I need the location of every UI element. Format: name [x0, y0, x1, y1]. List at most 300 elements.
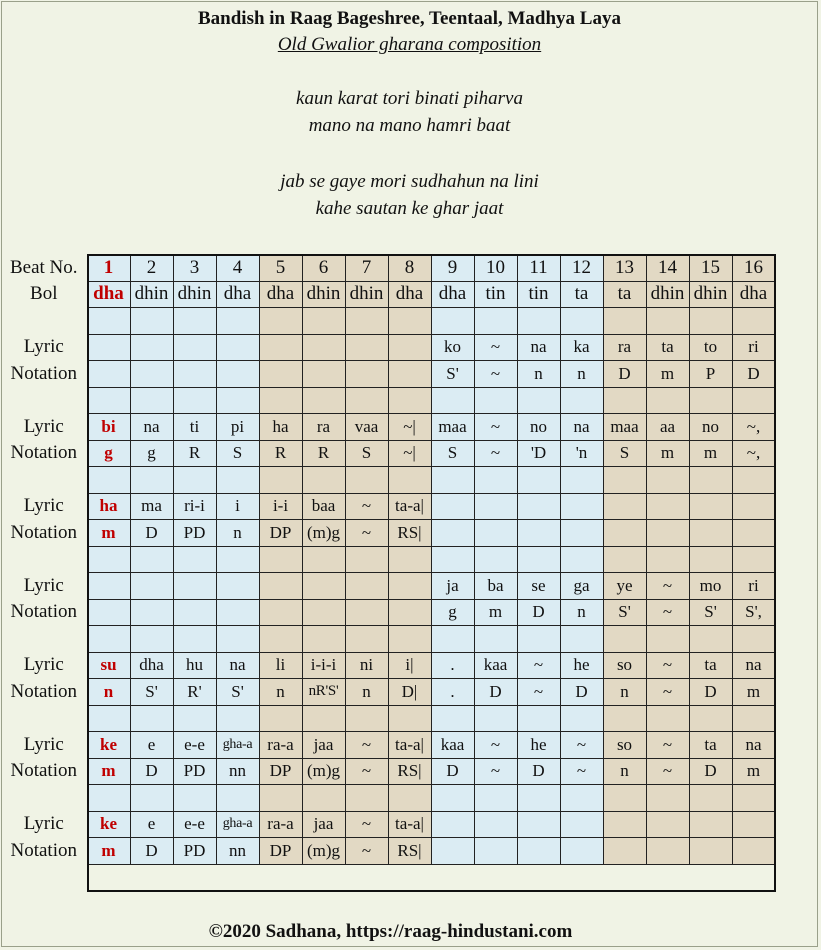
table-cell: 12: [560, 255, 603, 282]
table-cell: su: [87, 652, 130, 679]
table-cell: .: [431, 679, 474, 706]
notation-row-label: Notation: [10, 760, 77, 782]
table-cell: tin: [474, 281, 517, 308]
table-cell: hu: [173, 652, 216, 679]
table-cell: [216, 467, 259, 494]
table-cell: [560, 520, 603, 547]
notation-row-label: Notation: [10, 839, 77, 861]
table-cell: ka: [560, 334, 603, 361]
table-cell: ni: [345, 652, 388, 679]
table-cell: [732, 705, 775, 732]
table-cell: [302, 573, 345, 600]
table-cell: [603, 467, 646, 494]
table-cell: m: [87, 520, 130, 547]
table-cell: [216, 308, 259, 335]
table-cell: [474, 785, 517, 812]
table-cell: ~: [474, 334, 517, 361]
table-cell: mo: [689, 573, 732, 600]
table-cell: [431, 838, 474, 865]
table-cell: no: [517, 414, 560, 441]
table-cell: [216, 573, 259, 600]
table-cell: S: [431, 440, 474, 467]
table-cell: [302, 705, 345, 732]
table-cell: g: [130, 440, 173, 467]
table-cell: li: [259, 652, 302, 679]
table-cell: D: [517, 758, 560, 785]
table-cell: maa: [603, 414, 646, 441]
table-cell: [87, 387, 130, 414]
table-cell: S: [216, 440, 259, 467]
table-cell: R: [259, 440, 302, 467]
table-cell: [431, 785, 474, 812]
table-cell: ~: [517, 652, 560, 679]
table-cell: P: [689, 361, 732, 388]
table-cell: D: [431, 758, 474, 785]
table-cell: 'D: [517, 440, 560, 467]
table-cell: ~: [646, 599, 689, 626]
lyric-row: [1, 573, 775, 600]
table-cell: i: [216, 493, 259, 520]
table-cell: [560, 838, 603, 865]
table-cell: [345, 599, 388, 626]
table-cell: [689, 705, 732, 732]
table-cell: [345, 785, 388, 812]
verse-line: jab se gaye mori sudhahun na lini: [280, 171, 539, 192]
notation-row: [1, 838, 775, 865]
table-cell: [689, 387, 732, 414]
table-cell: [259, 361, 302, 388]
table-cell: na: [130, 414, 173, 441]
table-cell: D: [517, 599, 560, 626]
table-cell: [216, 785, 259, 812]
table-cell: S': [216, 679, 259, 706]
table-cell: [130, 573, 173, 600]
table-cell: ke: [87, 811, 130, 838]
table-cell: ra: [603, 334, 646, 361]
table-cell: dhin: [689, 281, 732, 308]
table-cell: [388, 546, 431, 573]
verse-line: kaun karat tori binati piharva: [296, 88, 523, 109]
table-cell: [130, 387, 173, 414]
table-cell: [173, 361, 216, 388]
table-cell: so: [603, 652, 646, 679]
lyric-row: [1, 652, 775, 679]
table-cell: ta-a|: [388, 493, 431, 520]
table-cell: [474, 811, 517, 838]
table-cell: ja: [431, 573, 474, 600]
table-cell: [345, 308, 388, 335]
table-cell: [517, 493, 560, 520]
table-cell: (m)g: [302, 758, 345, 785]
table-cell: [689, 626, 732, 653]
table-cell: ~: [345, 838, 388, 865]
table-cell: [517, 626, 560, 653]
table-cell: vaa: [345, 414, 388, 441]
table-cell: na: [216, 652, 259, 679]
spacer-row-label: [1, 467, 87, 494]
table-cell: [603, 705, 646, 732]
lyric-row: [1, 334, 775, 361]
table-cell: ma: [130, 493, 173, 520]
table-cell: [216, 626, 259, 653]
table-cell: D: [130, 838, 173, 865]
table-cell: 3: [173, 255, 216, 282]
table-cell: ha: [259, 414, 302, 441]
table-cell: m: [732, 758, 775, 785]
table-cell: [603, 308, 646, 335]
table-cell: kaa: [474, 652, 517, 679]
table-cell: [259, 308, 302, 335]
table-cell: ~: [474, 414, 517, 441]
table-cell: [216, 334, 259, 361]
beat-row-label: Beat No.: [9, 256, 78, 278]
table-cell: [646, 705, 689, 732]
table-cell: [345, 467, 388, 494]
table-cell: [87, 626, 130, 653]
table-cell: [560, 387, 603, 414]
table-cell: i|: [388, 652, 431, 679]
table-cell: n: [87, 679, 130, 706]
table-cell: 11: [517, 255, 560, 282]
table-cell: [474, 838, 517, 865]
spacer-row: [1, 387, 775, 414]
table-cell: dha: [216, 281, 259, 308]
table-cell: nR'S': [302, 679, 345, 706]
table-cell: [732, 811, 775, 838]
lyric-row: [1, 811, 775, 838]
page-title: Bandish in Raag Bageshree, Teentaal, Madhya Laya: [197, 8, 621, 29]
table-cell: e: [130, 732, 173, 759]
table-cell: n: [517, 361, 560, 388]
table-cell: [646, 546, 689, 573]
lyric-row: [1, 493, 775, 520]
table-cell: 9: [431, 255, 474, 282]
table-cell: dhin: [646, 281, 689, 308]
table-cell: [732, 838, 775, 865]
table-cell: [345, 334, 388, 361]
spacer-row: [1, 546, 775, 573]
verse-line: kahe sautan ke ghar jaat: [315, 198, 504, 219]
table-cell: [603, 811, 646, 838]
table-cell: [646, 520, 689, 547]
table-cell: [302, 599, 345, 626]
table-cell: [474, 626, 517, 653]
table-cell: [517, 838, 560, 865]
table-cell: [302, 785, 345, 812]
table-cell: [560, 467, 603, 494]
table-cell: na: [732, 732, 775, 759]
table-cell: dha: [388, 281, 431, 308]
table-cell: [87, 334, 130, 361]
table-cell: [130, 308, 173, 335]
beat-row: [1, 255, 775, 282]
table-cell: maa: [431, 414, 474, 441]
table-cell: [689, 785, 732, 812]
table-cell: [603, 387, 646, 414]
table-cell: [646, 626, 689, 653]
table-cell: [302, 626, 345, 653]
lyric-row-label: Lyric: [23, 415, 64, 437]
table-cell: [345, 573, 388, 600]
lyric-row-label: Lyric: [23, 654, 64, 676]
table-cell: ~: [646, 758, 689, 785]
table-cell: 7: [345, 255, 388, 282]
table-cell: [130, 467, 173, 494]
table-cell: D: [474, 679, 517, 706]
table-cell: [646, 308, 689, 335]
table-cell: [517, 785, 560, 812]
table-cell: [646, 467, 689, 494]
table-cell: 2: [130, 255, 173, 282]
notation-row-label: Notation: [10, 521, 77, 543]
table-cell: [302, 387, 345, 414]
table-cell: [603, 546, 646, 573]
table-cell: no: [689, 414, 732, 441]
table-cell: g: [431, 599, 474, 626]
table-cell: dha: [259, 281, 302, 308]
table-cell: [431, 626, 474, 653]
table-cell: ~: [517, 679, 560, 706]
table-cell: [173, 467, 216, 494]
table-cell: ta-a|: [388, 811, 431, 838]
table-cell: [474, 308, 517, 335]
table-cell: [517, 705, 560, 732]
table-cell: [345, 387, 388, 414]
table-cell: g: [87, 440, 130, 467]
table-cell: kaa: [431, 732, 474, 759]
table-cell: [646, 838, 689, 865]
lyric-row-label: Lyric: [23, 336, 64, 358]
notation-row-label: Notation: [10, 680, 77, 702]
table-cell: [345, 705, 388, 732]
table-cell: baa: [302, 493, 345, 520]
table-cell: [431, 811, 474, 838]
lyric-row: [1, 732, 775, 759]
table-cell: ~: [646, 732, 689, 759]
table-cell: ~: [474, 361, 517, 388]
lyric-row-label: Lyric: [23, 574, 64, 596]
table-cell: [431, 546, 474, 573]
table-cell: [732, 520, 775, 547]
table-cell: [646, 811, 689, 838]
table-cell: [689, 546, 732, 573]
table-cell: [87, 308, 130, 335]
table-cell: [259, 387, 302, 414]
table-cell: i-i-i: [302, 652, 345, 679]
table-cell: [302, 334, 345, 361]
table-cell: PD: [173, 838, 216, 865]
table-cell: [603, 785, 646, 812]
table-cell: gha-a: [216, 811, 259, 838]
table-cell: [259, 785, 302, 812]
table-cell: [474, 546, 517, 573]
table-cell: ti: [173, 414, 216, 441]
table-cell: nn: [216, 838, 259, 865]
table-cell: [388, 785, 431, 812]
table-cell: [560, 493, 603, 520]
notation-row: [1, 440, 775, 467]
table-cell: [388, 626, 431, 653]
table-cell: [173, 308, 216, 335]
table-cell: RS|: [388, 758, 431, 785]
table-cell: [130, 546, 173, 573]
table-cell: [732, 308, 775, 335]
table-cell: so: [603, 732, 646, 759]
table-cell: ~: [474, 440, 517, 467]
table-cell: DP: [259, 520, 302, 547]
table-cell: [388, 334, 431, 361]
table-cell: ~: [474, 732, 517, 759]
table-cell: [173, 546, 216, 573]
table-cell: jaa: [302, 732, 345, 759]
table-cell: [216, 599, 259, 626]
table-cell: se: [517, 573, 560, 600]
table-cell: n: [560, 361, 603, 388]
table-cell: D: [689, 679, 732, 706]
table-cell: ~,: [732, 440, 775, 467]
table-cell: [603, 626, 646, 653]
table-cell: RS|: [388, 838, 431, 865]
table-cell: ~|: [388, 414, 431, 441]
table-cell: ra-a: [259, 732, 302, 759]
table-cell: PD: [173, 758, 216, 785]
table-cell: [173, 705, 216, 732]
table-cell: [87, 785, 130, 812]
table-cell: [689, 467, 732, 494]
spacer-row: [1, 626, 775, 653]
table-cell: [732, 467, 775, 494]
table-cell: [216, 361, 259, 388]
table-cell: m: [87, 838, 130, 865]
table-cell: [388, 467, 431, 494]
table-cell: R: [173, 440, 216, 467]
table-cell: he: [517, 732, 560, 759]
table-cell: ta: [689, 732, 732, 759]
table-cell: n: [259, 679, 302, 706]
table-cell: ye: [603, 573, 646, 600]
table-cell: [474, 387, 517, 414]
table-cell: n: [560, 599, 603, 626]
table-cell: ~|: [388, 440, 431, 467]
table-cell: ke: [87, 732, 130, 759]
table-cell: i-i: [259, 493, 302, 520]
table-cell: [431, 387, 474, 414]
lyric-row: [1, 414, 775, 441]
table-cell: ba: [474, 573, 517, 600]
table-cell: S: [603, 440, 646, 467]
table-cell: ~: [474, 758, 517, 785]
table-cell: [689, 838, 732, 865]
table-cell: S': [603, 599, 646, 626]
table-cell: D: [130, 758, 173, 785]
table-cell: [130, 705, 173, 732]
notation-row-label: Notation: [10, 601, 77, 623]
table-cell: [517, 387, 560, 414]
table-cell: S': [689, 599, 732, 626]
table-cell: ~: [560, 732, 603, 759]
table-cell: R': [173, 679, 216, 706]
table-cell: (m)g: [302, 838, 345, 865]
bol-row: [1, 281, 775, 308]
table-cell: [474, 520, 517, 547]
spacer-row-label: [1, 546, 87, 573]
table-cell: [87, 361, 130, 388]
table-cell: [173, 599, 216, 626]
table-cell: [603, 520, 646, 547]
table-cell: he: [560, 652, 603, 679]
table-cell: [517, 546, 560, 573]
table-cell: [560, 308, 603, 335]
table-cell: ~: [345, 493, 388, 520]
table-cell: [603, 838, 646, 865]
table-cell: 14: [646, 255, 689, 282]
table-cell: dhin: [302, 281, 345, 308]
table-cell: ta: [603, 281, 646, 308]
table-cell: [732, 493, 775, 520]
table-cell: na: [560, 414, 603, 441]
table-cell: dha: [732, 281, 775, 308]
table-cell: ~: [646, 679, 689, 706]
table-cell: ri: [732, 334, 775, 361]
table-cell: D: [689, 758, 732, 785]
spacer-row: [1, 705, 775, 732]
table-cell: ~: [345, 520, 388, 547]
table-cell: [431, 520, 474, 547]
table-cell: [130, 785, 173, 812]
table-cell: S',: [732, 599, 775, 626]
table-cell: e-e: [173, 811, 216, 838]
table-cell: [259, 599, 302, 626]
table-cell: [345, 546, 388, 573]
notation-row-label: Notation: [10, 442, 77, 464]
table-cell: e: [130, 811, 173, 838]
table-cell: [646, 785, 689, 812]
table-cell: aa: [646, 414, 689, 441]
table-cell: ra: [302, 414, 345, 441]
spacer-row: [1, 467, 775, 494]
table-cell: [689, 493, 732, 520]
table-cell: ko: [431, 334, 474, 361]
table-cell: [130, 334, 173, 361]
table-cell: ta: [560, 281, 603, 308]
table-cell: [87, 705, 130, 732]
table-cell: ~: [560, 758, 603, 785]
verse-line: mano na mano hamri baat: [308, 115, 511, 136]
table-cell: m: [689, 440, 732, 467]
notation-row: [1, 758, 775, 785]
table-cell: D|: [388, 679, 431, 706]
notation-row: [1, 599, 775, 626]
spacer-row-label: [1, 626, 87, 653]
table-cell: [431, 493, 474, 520]
notation-row: [1, 520, 775, 547]
table-cell: 10: [474, 255, 517, 282]
table-cell: [302, 546, 345, 573]
copyright-footer: ©2020 Sadhana, https://raag-hindustani.com: [208, 921, 573, 942]
table-cell: RS|: [388, 520, 431, 547]
table-cell: [345, 361, 388, 388]
table-cell: [560, 705, 603, 732]
table-cell: [87, 467, 130, 494]
table-cell: [173, 785, 216, 812]
table-cell: 15: [689, 255, 732, 282]
table-cell: S': [431, 361, 474, 388]
table-cell: dhin: [173, 281, 216, 308]
spacer-row: [1, 308, 775, 335]
notation-row: [1, 361, 775, 388]
table-cell: [216, 705, 259, 732]
table-cell: ta-a|: [388, 732, 431, 759]
